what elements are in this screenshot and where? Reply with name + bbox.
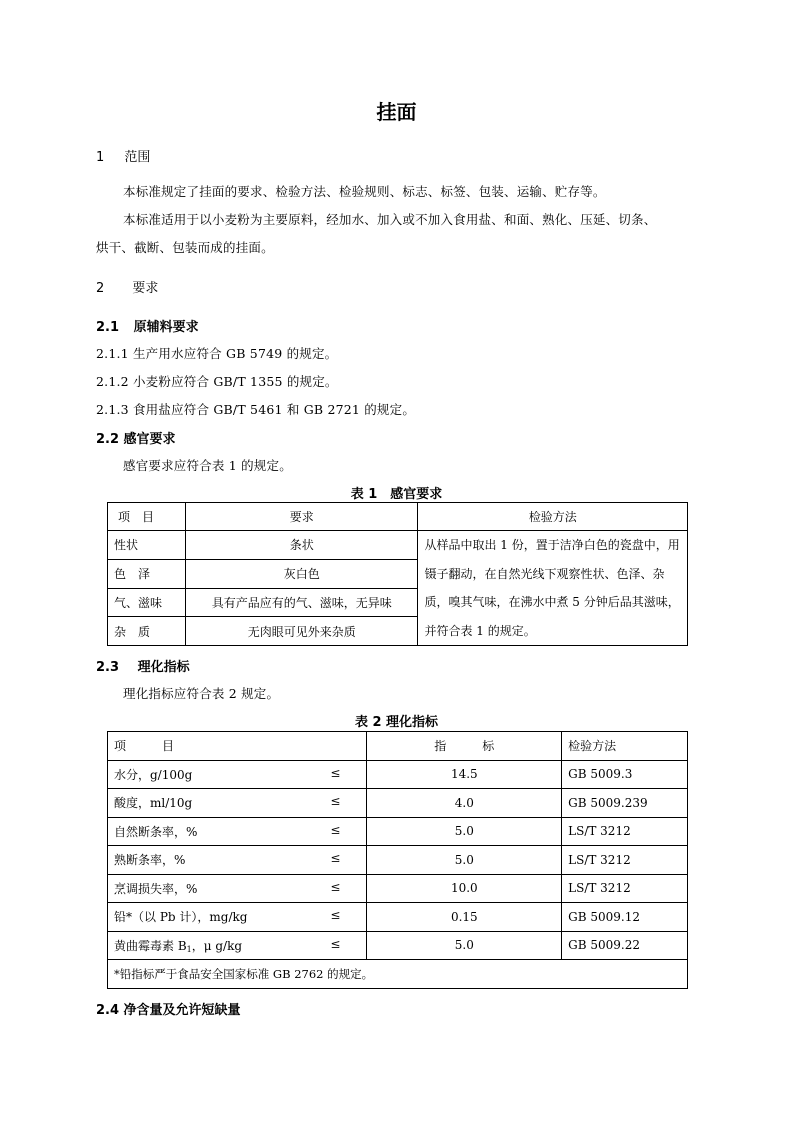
method-cell: LS/T 3212	[562, 874, 688, 903]
item-cell: 气、滋味	[108, 588, 186, 617]
leq-symbol: ≤	[330, 936, 341, 951]
header-cell: 检验方法	[418, 503, 688, 531]
item-label: 自然断条率，%	[114, 824, 198, 839]
item-cell: 杂 质	[108, 617, 186, 646]
item-label	[114, 939, 242, 953]
page-title: 挂面	[376, 100, 417, 124]
item-cell	[108, 760, 367, 789]
section-2-4-heading: 2.4 净含量及允许短缺量	[96, 1003, 241, 1018]
table-row	[108, 846, 688, 875]
requirement-cell: 无肉眼可见外来杂质	[185, 617, 418, 646]
method-cell: GB 5009.3	[562, 760, 688, 789]
clause-2-1-2: 2.1.2 小麦粉应符合 GB/T 1355 的规定。	[96, 374, 338, 389]
table-note-row	[108, 960, 688, 989]
item-cell	[108, 931, 367, 960]
item-label: 熟断条率，%	[114, 853, 186, 868]
item-label: 铅*（以 Pb 计），mg/kg	[114, 910, 248, 925]
paragraph: 烘干、截断、包装而成的挂面。	[96, 240, 274, 255]
method-cell: GB 5009.239	[562, 789, 688, 818]
section-2-1-heading	[96, 316, 199, 335]
leq-symbol: ≤	[330, 908, 341, 923]
table-row	[108, 931, 688, 960]
table-2	[107, 731, 688, 989]
section-number: 2.1	[96, 320, 120, 335]
value-cell: 0.15	[367, 903, 562, 932]
leq-symbol: ≤	[330, 822, 341, 837]
value-cell: 10.0	[367, 874, 562, 903]
table-header-row	[108, 732, 688, 761]
header-cell: 检验方法	[562, 732, 688, 761]
requirement-cell: 条状	[185, 531, 418, 560]
paragraph: 本标准适用于以小麦粉为主要原料，经加水、加入或不加入食用盐、和面、熟化、压延、切条、	[123, 212, 657, 227]
leq-symbol: ≤	[330, 794, 341, 809]
section-1-heading	[96, 146, 150, 165]
section-title: 要求	[132, 281, 159, 296]
header-cell: 项 目	[108, 503, 186, 531]
table-row	[108, 903, 688, 932]
table-1	[107, 502, 688, 646]
section-title: 理化指标	[137, 660, 190, 675]
section-title: 原辅料要求	[133, 320, 199, 335]
table-header-row	[108, 503, 688, 531]
section-2-3-heading	[96, 656, 190, 675]
header-cell: 指 标	[367, 732, 562, 761]
value-cell: 14.5	[367, 760, 562, 789]
value-cell: 5.0	[367, 931, 562, 960]
item-cell	[108, 789, 367, 818]
value-cell: 5.0	[367, 817, 562, 846]
section-2-2-heading: 2.2 感官要求	[96, 432, 176, 447]
paragraph: 本标准规定了挂面的要求、检验方法、检验规则、标志、标签、包装、运输、贮存等。	[123, 184, 606, 199]
requirement-cell: 具有产品应有的气、滋味，无异味	[185, 588, 418, 617]
section-number: 2.3	[96, 660, 120, 675]
item-cell: 性状	[108, 531, 186, 560]
section-2-heading	[96, 277, 158, 296]
table-row	[108, 874, 688, 903]
table-2-caption: 表 2 理化指标	[354, 715, 439, 730]
item-cell	[108, 874, 367, 903]
method-cell: 从样品中取出 1 份，置于洁净白色的瓷盘中，用镊子翻动，在自然光线下观察性状、色泽、杂质，嗅其气味，在沸水中煮 5 分钟后品其滋味，并符合表 1 的规定。	[418, 531, 688, 646]
table-row	[108, 817, 688, 846]
table-row	[108, 531, 688, 560]
item-label-unit: ，μ g/kg	[191, 938, 243, 953]
section-number: 1	[96, 150, 105, 165]
value-cell: 5.0	[367, 846, 562, 875]
item-label: 酸度，ml/10g	[114, 796, 193, 811]
clause-2-1-3: 2.1.3 食用盐应符合 GB/T 5461 和 GB 2721 的规定。	[96, 402, 416, 417]
table-row	[108, 789, 688, 818]
method-cell: GB 5009.12	[562, 903, 688, 932]
method-cell: GB 5009.22	[562, 931, 688, 960]
item-label: 烹调损失率，%	[114, 881, 198, 896]
section-title: 范围	[124, 150, 151, 165]
table-1-caption: 表 1 感官要求	[350, 487, 443, 502]
item-label-subscript: 1	[186, 944, 192, 954]
method-cell: LS/T 3212	[562, 846, 688, 875]
item-cell	[108, 817, 367, 846]
leq-symbol: ≤	[330, 765, 341, 780]
method-cell: LS/T 3212	[562, 817, 688, 846]
item-cell	[108, 846, 367, 875]
requirement-cell: 灰白色	[185, 559, 418, 588]
paragraph: 感官要求应符合表 1 的规定。	[123, 458, 292, 473]
table-row	[108, 760, 688, 789]
value-cell: 4.0	[367, 789, 562, 818]
item-label: 水分，g/100g	[114, 767, 193, 782]
item-cell: 色 泽	[108, 559, 186, 588]
leq-symbol: ≤	[330, 851, 341, 866]
section-number: 2	[96, 281, 105, 296]
table-note: *铅指标严于食品安全国家标准 GB 2762 的规定。	[108, 960, 688, 989]
header-cell: 项 目	[108, 732, 367, 761]
paragraph: 理化指标应符合表 2 规定。	[123, 686, 280, 701]
clause-2-1-1: 2.1.1 生产用水应符合 GB 5749 的规定。	[96, 346, 338, 361]
header-cell: 要求	[185, 503, 418, 531]
leq-symbol: ≤	[330, 879, 341, 894]
item-cell	[108, 903, 367, 932]
item-label-main: 黄曲霉毒素 B	[114, 938, 187, 953]
